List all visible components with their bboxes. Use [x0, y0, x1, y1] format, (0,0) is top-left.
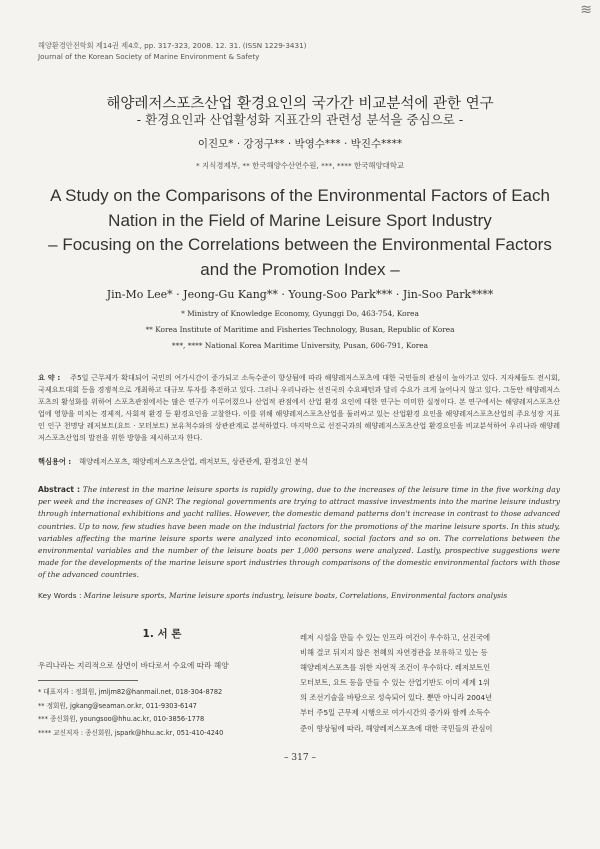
keywords-english-label: Key Words : [38, 591, 82, 600]
abstract-english-label: Abstract : [38, 485, 80, 494]
body-line: 해양레저스포츠를 위한 자연적 조건이 우수하다. 레저보트인 [300, 663, 491, 673]
journal-header [38, 40, 306, 62]
footnote: **** 교신저자 : 종신회원, jspark@hhu.ac.kr, 051-410-4240 [38, 728, 224, 737]
abstract-korean-label: 요 약 : [38, 373, 61, 382]
body-line: 비해 결코 뒤지지 않은 천혜의 자연경관을 보유하고 있는 등 [300, 648, 488, 658]
body-line: 레저 시설을 만들 수 있는 인프라 여건이 우수하고, 선진국에 [300, 633, 491, 642]
title-english-line: Nation in the Field of Marine Leisure Sport Industry [108, 210, 492, 230]
keywords-english-text: Marine leisure sports, Marine leisure sports industry, leisure boats, Correlations, Environmental factors analysis [83, 591, 508, 600]
section-intro-text: 우리나라는 지리적으로 삼면이 바다로서 수요에 따라 해양 [38, 661, 229, 670]
affiliations-korean: * 지식경제부, ** 한국해양수산연수원, ***, **** 한국해양대학교 [195, 161, 405, 170]
keywords-korean-label: 핵심용어 : [38, 457, 72, 466]
right-column-text [300, 630, 562, 736]
section-heading: 1. 서 론 [142, 628, 182, 640]
title-korean: 해양레저스포츠산업 환경요인의 국가간 비교분석에 관한 연구 [106, 96, 494, 112]
title-english-line: – Focusing on the Correlations between the Environmental Factors [48, 235, 552, 254]
affiliation-line: ** Korea Institute of Maritime and Fisheries Technology, Busan, Republic of Korea [145, 325, 455, 334]
journal-citation: 해양환경안전학회 제14권 제4호, pp. 317-323, 2008. 12. 31. (ISSN 1229-3431) [38, 41, 307, 50]
footnote: ** 정회원, jgkang@seaman.or.kr, 011-9303-6147 [38, 701, 197, 710]
keywords-korean-text: 해양레저스포츠, 해양레저스포츠산업, 레저보트, 상관관계, 환경요인 분석 [79, 457, 309, 466]
footnote: *** 종신회원, youngsoo@hhu.ac.kr, 010-3856-1778 [38, 715, 205, 723]
journal-name: Journal of the Korean Society of Marine Environment & Safety [38, 52, 260, 61]
abstract-english [38, 484, 560, 582]
body-line: 의 조선기술을 바탕으로 성숙되어 있다. 뿐만 아니라 2004년 [300, 693, 493, 703]
affiliations-english [0, 306, 600, 354]
body-line: 부터 주5일 근무제 시행으로 여가시간의 증가와 함께 소득수 [300, 708, 491, 718]
body-line: 준이 향상됨에 따라, 해양레저스포츠에 대한 국민들의 관심이 [300, 723, 493, 733]
footnotes [38, 686, 223, 740]
footnote: * 대표저자 : 정회원, jmljm82@hanmail.net, 018-304-8782 [38, 688, 223, 696]
authors-english: Jin-Mo Lee* · Jeong-Gu Kang** · Young-Soo Park*** · Jin-Soo Park**** [106, 288, 494, 301]
abstract-korean [38, 372, 560, 445]
abstract-english-text: The interest in the marine leisure sports is rapidly growing, due to the increases of the leisure time in the five working day per week and the increases of GNP. The regional governments are trying to attract massive investments into the marine leisure industry through international exhibitions and yacht rallies. However, the domestic demand patterns don't increase in contrast to those advanced countries. Up to now, few studies have been made on the industrial factors for the promotions of the marine leisure sports. In this study, variables affecting the marine leisure sports were analyzed into economical, social factors and so on. The correlations between the environmental variables and the number of the leisure boats per 1,000 persons were analyzed. Lastly, prospective suggestions were made for the developments of the marine leisure sport industries through comparisons of the domestic environmental factors with those of the advanced countries. [38, 485, 561, 580]
page-number: – 317 – [284, 753, 316, 763]
title-english [0, 184, 600, 282]
scan-mark-icon: ≋ [580, 2, 592, 18]
abstract-korean-text: 주5일 근무제가 확대되어 국민의 여가시간이 증가되고 소득수준이 향상됨에 따라 해양레저스포츠에 대한 국민들의 관심이 높아가고 있다. 지자체들도 전시회, 국제요트대회 등을 경쟁적으로 개최하고 대규모 투자를 추진하고 있다. 그러나 우리나라는 선진국의 수요패턴과 달리 수요가 크게 늘어나지 않고 있다. 그동안 해양레저스포츠의 활성화를 위하여 스포츠관점에서는 많은 연구가 이루어졌으나 산업적 관점에서 산업 환경 요인에 대한 연구는 미미한 실정이다. 본 연구에서는 해양레저스포츠산업에 영향을 미치는 경제적, 사회적 환경 등 환경요인을 고찰한다. 이를 위해 해양레저스포츠산업을 둘러싸고 있는 산업환경 요인을 해양레저스포츠산업의 주요성장 지표인 인구 천명당 레저보트(요트 · 모터보트) 보유척수와의 상관관계로 분석하였다. 마지막으로 선진국과의 해양레저스포츠산업 환경요인을 비교분석하여 우리나라 해양레저스포츠산업의 발전을 위한 방향을 제시하고자 한다. [38, 373, 560, 443]
authors-korean: 이진모* · 강정구** · 박영수*** · 박진수**** [197, 138, 403, 150]
keywords-korean [38, 457, 308, 467]
keywords-english [38, 591, 507, 600]
affiliation-line: ***, **** National Korea Maritime University, Pusan, 606-791, Korea [171, 341, 429, 350]
footnote-divider [38, 680, 138, 681]
subtitle-korean: - 환경요인과 산업활성화 지표간의 관련성 분석을 중심으로 - [136, 112, 464, 127]
title-english-line: A Study on the Comparisons of the Environmental Factors of Each [50, 186, 550, 205]
affiliation-line: * Ministry of Knowledge Economy, Gyunggi Do, 463-754, Korea [181, 309, 419, 318]
body-line: 모터보트, 요트 등을 만들 수 있는 산업기반도 이미 세계 1위 [300, 678, 490, 688]
title-english-line: and the Promotion Index – [200, 259, 400, 279]
